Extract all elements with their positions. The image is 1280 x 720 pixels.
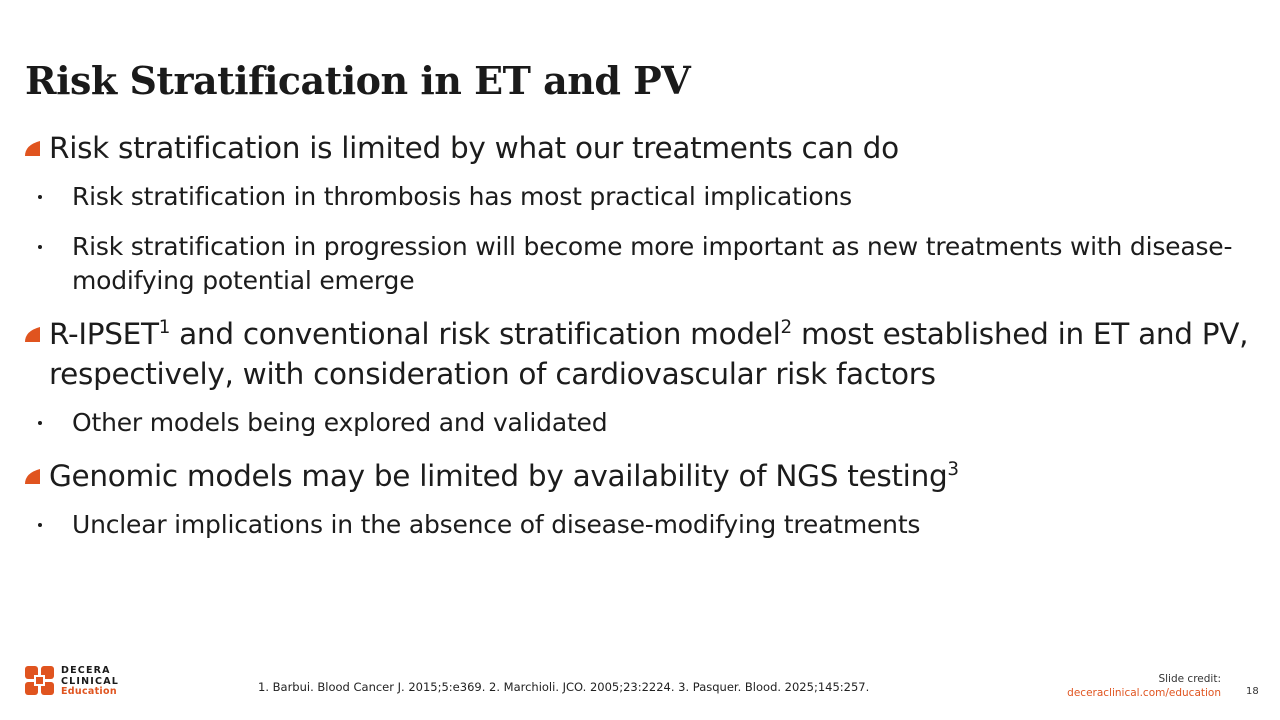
bullet-marker-icon bbox=[25, 141, 40, 156]
bullet-level2 bbox=[25, 508, 1260, 542]
bullet-dot-icon bbox=[38, 245, 42, 249]
bullet-dot-icon bbox=[38, 523, 42, 527]
bullet-level1 bbox=[25, 314, 1260, 394]
bullet-dot-icon bbox=[38, 195, 42, 199]
slide-title: Risk Stratification in ET and PV bbox=[25, 58, 691, 103]
reference-superscript: 3 bbox=[947, 459, 959, 481]
sub-bullet-text: Risk stratification in thrombosis has most practical implications bbox=[72, 182, 852, 211]
sub-bullet-text: Risk stratification in progression will become more important as new treatments with disease-modifying potential emerge bbox=[72, 232, 1233, 295]
sub-bullet-text: Other models being explored and validated bbox=[72, 408, 608, 437]
bullet-text: R-IPSET$^1$ and conventional risk stratification model$^2$ most established in ET and PV, respectively, with consideration of cardiovascular risk factors bbox=[49, 317, 1249, 391]
page-number: 18 bbox=[1246, 686, 1259, 697]
logo-text: DECERA CLINICAL Education bbox=[61, 665, 120, 697]
slide-credit bbox=[1067, 672, 1221, 700]
bullet-text: Genomic models may be limited by availability of NGS testing$^3$ bbox=[49, 459, 959, 493]
reference-superscript: 1 bbox=[158, 317, 171, 339]
credit-link[interactable]: deceraclinical.com/education bbox=[1067, 687, 1221, 699]
bullet-level2 bbox=[25, 230, 1260, 298]
decera-logo-icon bbox=[25, 666, 55, 696]
bullet-marker-icon bbox=[25, 327, 40, 342]
sub-bullet-text: Unclear implications in the absence of disease-modifying treatments bbox=[72, 510, 921, 539]
credit-label: Slide credit: bbox=[1158, 673, 1221, 685]
reference-superscript: 2 bbox=[780, 317, 792, 339]
bullet-text: Risk stratification is limited by what our treatments can do bbox=[49, 131, 899, 165]
bullet-level2 bbox=[25, 406, 1260, 440]
bullet-marker-icon bbox=[25, 469, 40, 484]
bullet-level1 bbox=[25, 128, 1260, 168]
references: 1. Barbui. Blood Cancer J. 2015;5:e369. 2. Marchioli. JCO. 2005;23:2224. 3. Pasquer. Blood. 2025;145:257. bbox=[258, 680, 870, 694]
decera-logo bbox=[25, 666, 135, 698]
bullet-level1 bbox=[25, 456, 1260, 496]
bullet-dot-icon bbox=[38, 421, 42, 425]
bullet-level2 bbox=[25, 180, 1260, 214]
bullet-list bbox=[25, 128, 1260, 558]
